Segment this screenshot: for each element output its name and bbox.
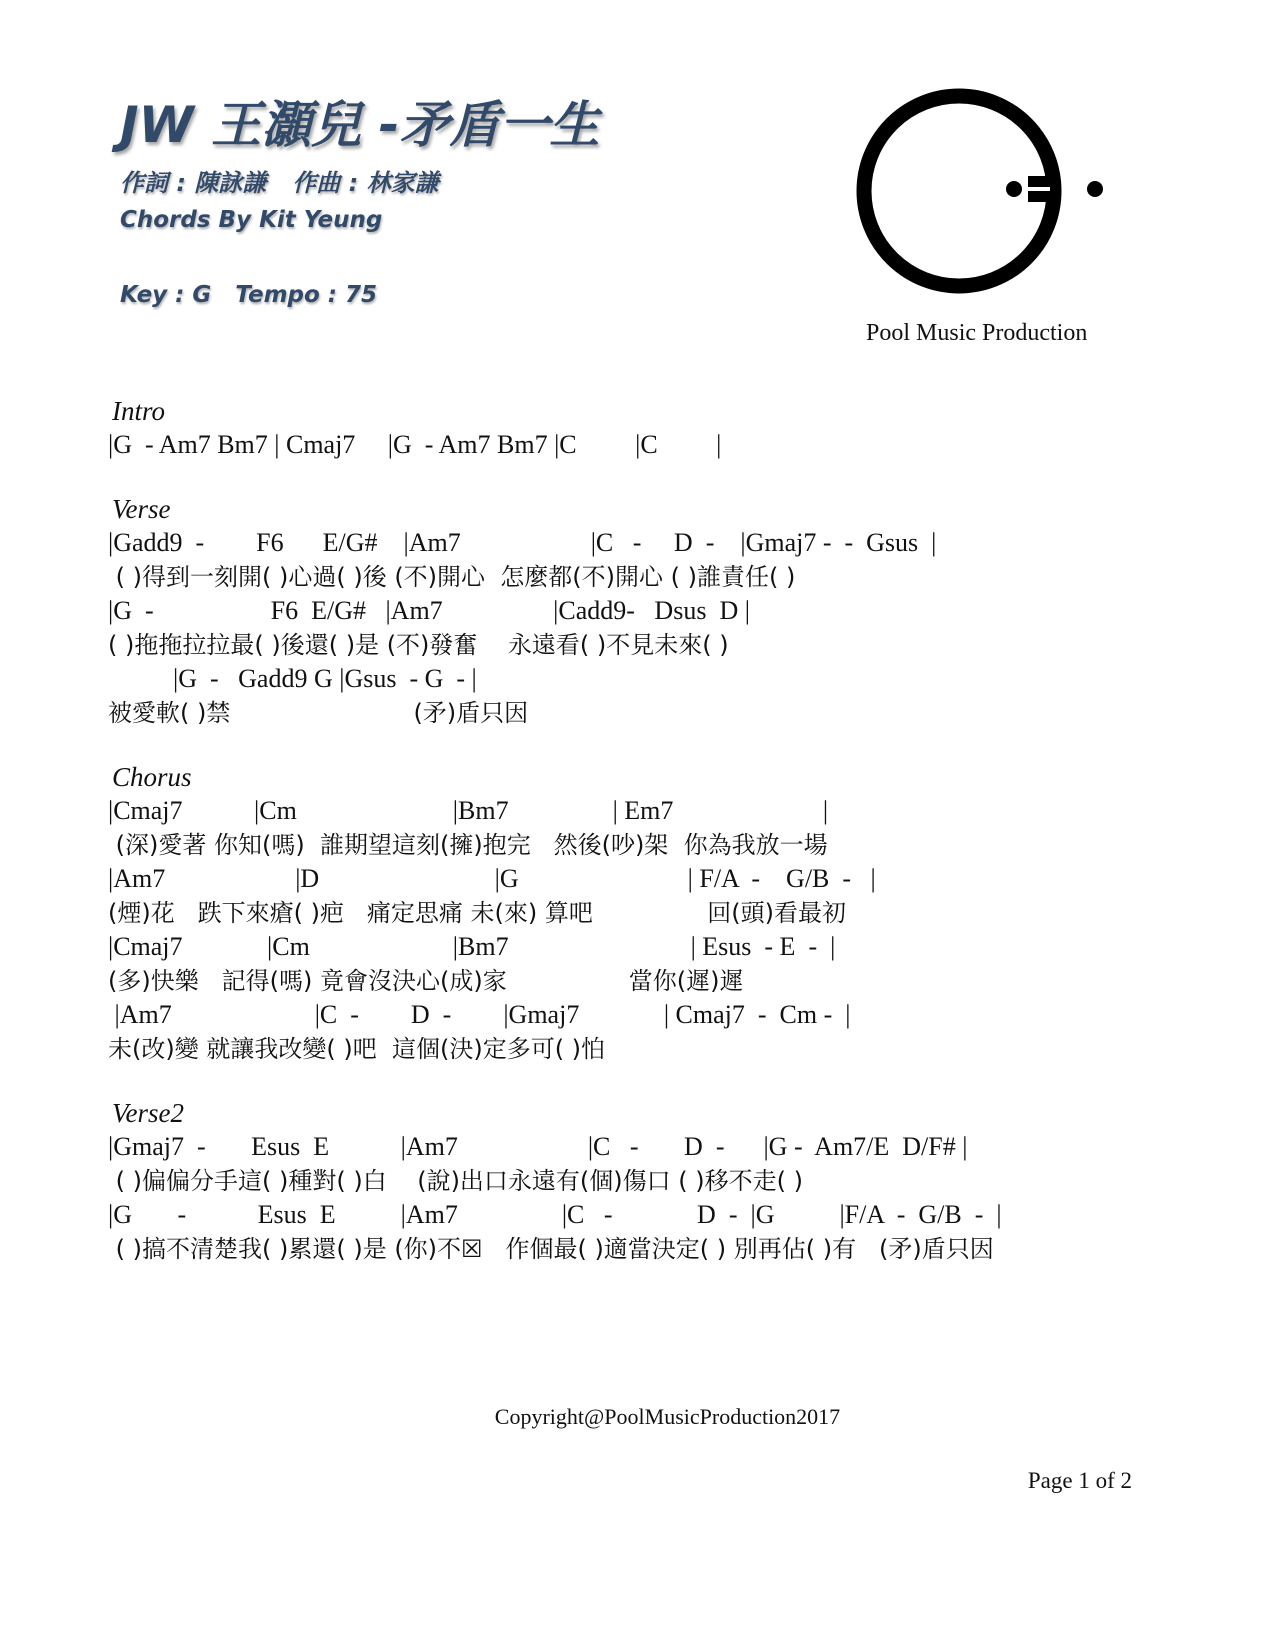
chord-line: |Cmaj7 |Cm |Bm7 | Em7 | bbox=[108, 796, 829, 825]
song-section bbox=[108, 492, 1168, 730]
song-section bbox=[108, 394, 1168, 462]
lyric-line: ( )得到一刻開( )心過( )後 (不)開心 怎麼都(不)開心 ( )誰責任( ) bbox=[108, 563, 796, 591]
key-tempo bbox=[120, 282, 377, 308]
chord-line: |Am7 |C - D - |Gmaj7 | Cmaj7 - Cm - | bbox=[108, 1000, 851, 1029]
section-title: Chorus bbox=[112, 762, 192, 792]
title-block bbox=[120, 90, 599, 240]
lyricist-credit: 作詞 : 陳詠謙 bbox=[120, 169, 267, 197]
chord-line: |Am7 |D |G | F/A - G/B - | bbox=[108, 864, 876, 893]
key-label: Key : G bbox=[120, 282, 212, 308]
lyric-line: (多)快樂 記得(嗎) 竟會沒決心(成)家 當你(遲)遲 bbox=[108, 967, 744, 995]
lyric-line: 被愛軟( )禁 (矛)盾只因 bbox=[108, 699, 529, 727]
section-title: Verse2 bbox=[112, 1098, 184, 1128]
composer-credit: 作曲 : 林家謙 bbox=[292, 169, 439, 197]
chords-by-credit: Chords By Kit Yeung bbox=[120, 207, 383, 233]
copyright-notice: Copyright@PoolMusicProduction2017 bbox=[494, 1404, 841, 1429]
song-title: JW 王灝兒 -矛盾一生 bbox=[120, 96, 600, 154]
chord-line: |Gadd9 - F6 E/G# |Am7 |C - D - |Gmaj7 - - Gsus | bbox=[108, 528, 937, 557]
chord-line: |G - F6 E/G# |Am7 |Cadd9- Dsus D | bbox=[108, 596, 750, 625]
chord-line: |G - Am7 Bm7 | Cmaj7 |G - Am7 Bm7 |C |C | bbox=[108, 430, 722, 459]
lyric-line: ( )偏偏分手這( )種對( )白 (說)出口永遠有(個)傷口 ( )移不走( ) bbox=[108, 1167, 804, 1195]
song-section bbox=[108, 1096, 1168, 1266]
chord-line: |Cmaj7 |Cm |Bm7 | Esus - E - | bbox=[108, 932, 836, 961]
lyric-line: 未(改)變 就讓我改變( )吧 這個(決)定多可( )怕 bbox=[108, 1035, 606, 1063]
credits bbox=[120, 166, 599, 200]
lyric-line: ( )拖拖拉拉最( )後還( )是 (不)發奮 永遠看( )不見未來( ) bbox=[108, 631, 729, 659]
lyric-line: (煙)花 跌下來瘡( )疤 痛定思痛 未(來) 算吧 回(頭)看最初 bbox=[108, 899, 846, 927]
chord-line: |G - Esus E |Am7 |C - D - |G |F/A - G/B - | bbox=[108, 1200, 1002, 1229]
lyric-line: ( )搞不清楚我( )累還( )是 (你)不☒ 作個最( )適當決定( ) 別再佔( )有 (矛)盾只因 bbox=[108, 1235, 994, 1263]
lyric-line: (深)愛著 你知(嗎) 誰期望這刻(擁)抱完 然後(吵)架 你為我放一場 bbox=[108, 831, 828, 859]
chord-line: |G - Gadd9 G |Gsus - G - | bbox=[108, 664, 477, 693]
page-number: Page 1 of 2 bbox=[1027, 1468, 1132, 1493]
song-section bbox=[108, 760, 1168, 1066]
circle-with-dots-logo-icon bbox=[852, 88, 1112, 298]
tempo-label: Tempo : 75 bbox=[235, 282, 378, 308]
section-title: Verse bbox=[112, 494, 171, 524]
brand-name: Pool Music Production bbox=[866, 320, 1088, 346]
chord-sheet bbox=[108, 394, 1168, 1296]
chord-line: |Gmaj7 - Esus E |Am7 |C - D - |G - Am7/E D/F# | bbox=[108, 1132, 968, 1161]
section-title: Intro bbox=[112, 396, 165, 426]
